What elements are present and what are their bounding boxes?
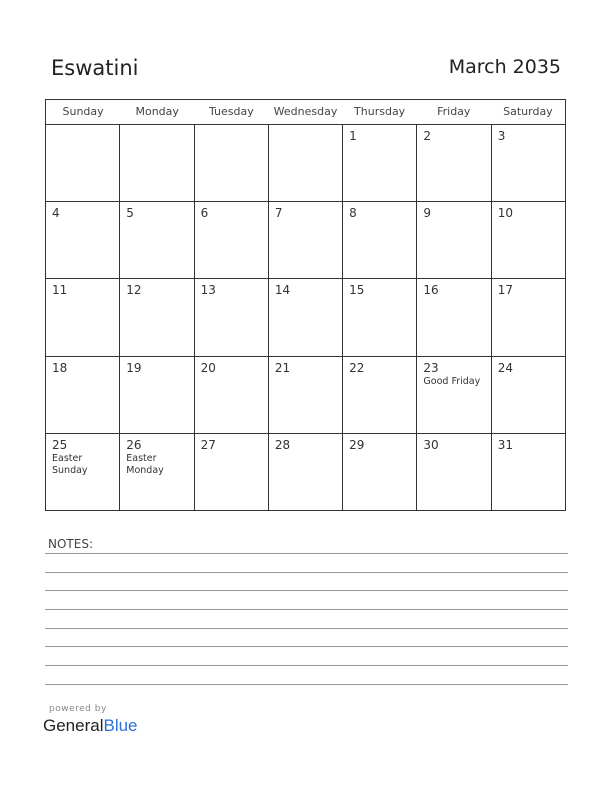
weekday-header — [46, 100, 565, 125]
note-line — [45, 665, 568, 666]
day-number: 14 — [274, 283, 291, 298]
calendar-grid — [45, 99, 566, 511]
day-cell[interactable] — [46, 125, 120, 201]
powered-by-text: powered by — [49, 704, 107, 714]
weekday-saturday: Saturday — [503, 105, 553, 118]
day-number: 18 — [52, 360, 68, 375]
day-cell[interactable] — [343, 202, 417, 278]
note-line — [45, 553, 568, 554]
day-cell[interactable] — [46, 357, 120, 433]
note-line — [45, 609, 568, 610]
day-number: 13 — [200, 283, 216, 298]
day-number: 12 — [126, 283, 142, 298]
day-number: 2 — [423, 129, 432, 143]
day-cell[interactable] — [343, 279, 417, 355]
day-number: 17 — [497, 283, 513, 298]
day-cell[interactable] — [492, 125, 565, 201]
day-number: 24 — [497, 360, 513, 375]
day-cell[interactable] — [195, 357, 269, 433]
day-number: 22 — [349, 360, 365, 375]
day-number: 19 — [126, 360, 142, 375]
day-number: 26 — [126, 437, 142, 452]
day-cell[interactable] — [492, 279, 565, 355]
calendar-body — [46, 125, 565, 511]
day-cell[interactable] — [417, 434, 491, 511]
day-cell[interactable] — [120, 434, 194, 511]
day-cell[interactable] — [492, 434, 565, 511]
day-number: 10 — [497, 206, 513, 221]
day-cell[interactable] — [195, 434, 269, 511]
day-number: 21 — [274, 360, 291, 375]
day-cell[interactable] — [195, 279, 269, 355]
day-number: 11 — [52, 283, 68, 298]
month-year-title: March 2035 — [448, 56, 561, 78]
note-line — [45, 684, 568, 685]
day-cell[interactable] — [417, 279, 491, 355]
weekday-friday: Friday — [437, 105, 471, 118]
day-number: 3 — [497, 129, 506, 143]
day-number: 28 — [274, 437, 291, 452]
day-cell[interactable] — [46, 434, 120, 511]
day-cell[interactable] — [120, 279, 194, 355]
weekday-tuesday: Tuesday — [208, 105, 254, 118]
day-number: 1 — [349, 129, 357, 143]
note-line — [45, 646, 568, 647]
day-number: 30 — [423, 437, 439, 452]
day-number: 29 — [349, 437, 365, 452]
brand-name-part1: General — [43, 716, 104, 735]
day-cell[interactable] — [269, 279, 343, 355]
day-number: 20 — [200, 360, 216, 375]
day-cell[interactable] — [343, 125, 417, 201]
day-number: 7 — [274, 206, 283, 221]
holiday-label: Easter Sunday — [52, 452, 88, 476]
day-cell[interactable] — [120, 202, 194, 278]
country-title: Eswatini — [51, 56, 139, 80]
day-cell[interactable] — [120, 357, 194, 433]
day-cell[interactable] — [195, 202, 269, 278]
day-cell[interactable] — [195, 125, 269, 201]
weekday-monday: Monday — [135, 105, 179, 118]
day-cell[interactable] — [417, 202, 491, 278]
day-number: 4 — [52, 206, 60, 221]
note-line — [45, 572, 568, 573]
day-number: 27 — [200, 437, 216, 452]
day-cell[interactable] — [46, 279, 120, 355]
day-number: 31 — [497, 437, 513, 452]
day-cell[interactable] — [269, 202, 343, 278]
holiday-label: Good Friday — [423, 375, 481, 387]
day-number: 23 — [423, 360, 439, 375]
day-cell[interactable] — [269, 434, 343, 511]
day-cell[interactable] — [120, 125, 194, 201]
calendar-week-row — [46, 125, 565, 202]
day-number: 8 — [349, 206, 357, 221]
holiday-label: Easter Monday — [126, 452, 164, 476]
day-cell[interactable] — [343, 357, 417, 433]
day-number: 16 — [423, 283, 439, 298]
notes-label: NOTES: — [48, 537, 93, 551]
calendar-week-row — [46, 202, 565, 279]
day-number: 5 — [126, 206, 134, 221]
day-cell[interactable] — [46, 202, 120, 278]
day-number: 6 — [200, 206, 209, 221]
day-cell[interactable] — [492, 357, 565, 433]
day-number: 9 — [423, 206, 432, 221]
weekday-wednesday: Wednesday — [273, 105, 338, 118]
day-number: 15 — [349, 283, 365, 298]
weekday-thursday: Thursday — [354, 105, 406, 118]
day-cell[interactable] — [417, 357, 491, 433]
calendar-week-row — [46, 279, 565, 356]
day-number: 25 — [52, 437, 68, 452]
weekday-sunday: Sunday — [62, 105, 104, 118]
day-cell[interactable] — [343, 434, 417, 511]
note-line — [45, 628, 568, 629]
day-cell[interactable] — [269, 357, 343, 433]
day-cell[interactable] — [417, 125, 491, 201]
brand-name-part2: Blue — [103, 716, 138, 735]
note-line — [45, 590, 568, 591]
day-cell[interactable] — [269, 125, 343, 201]
calendar-week-row — [46, 434, 565, 511]
day-cell[interactable] — [492, 202, 565, 278]
brand-logo[interactable] — [43, 716, 138, 736]
calendar-week-row — [46, 357, 565, 434]
